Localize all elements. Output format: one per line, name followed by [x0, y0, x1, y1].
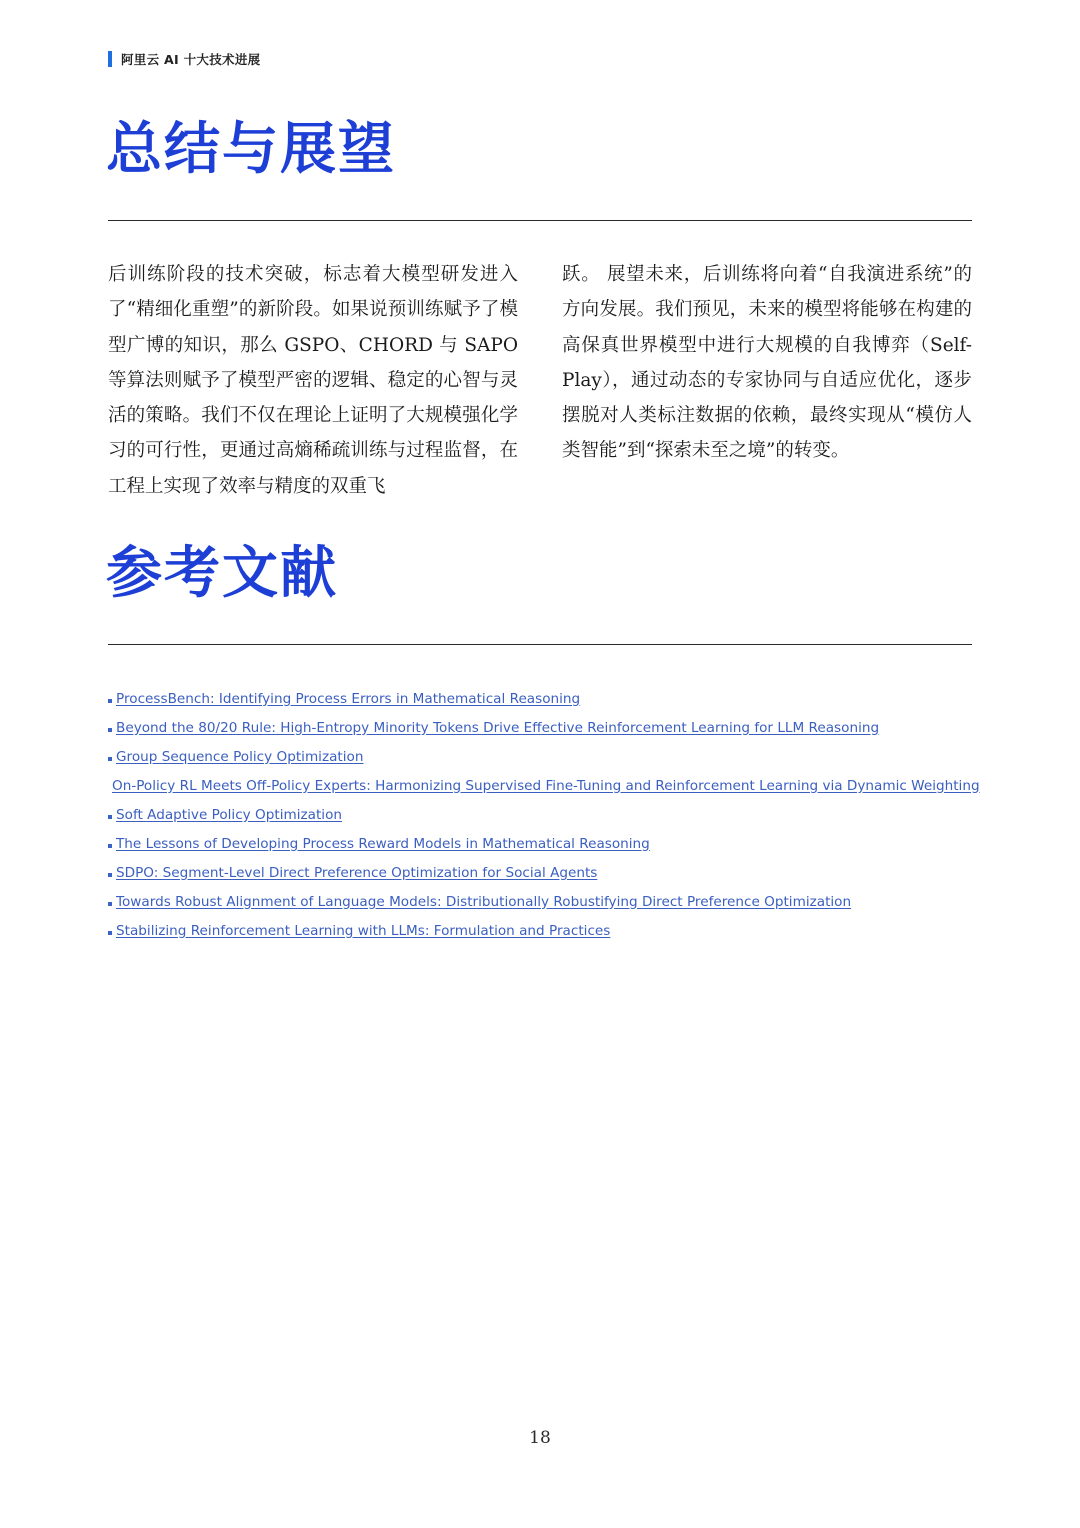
header-title: 阿里云 AI 十大技术进展	[121, 52, 261, 67]
bullet-icon	[108, 873, 112, 877]
reference-item	[108, 713, 972, 742]
bullet-icon	[108, 815, 112, 819]
summary-column-left: 后训练阶段的技术突破，标志着大模型研发进入了“精细化重塑”的新阶段。如果说预训练赋予了模型广博的知识，那么 GSPO、CHORD 与 SAPO 等算法则赋予了模型严密的逻辑、稳定的心智与灵活的策略。我们不仅在理论上证明了大规模强化学习的可行性，更通过高熵稀疏训练与过程监督，在工程上实现了效率与精度的双重飞	[108, 264, 518, 497]
references-section-title: 参考文献	[106, 541, 338, 606]
reference-item	[108, 684, 972, 713]
reference-item	[108, 858, 972, 887]
reference-link[interactable]: ProcessBench: Identifying Process Errors in Mathematical Reasoning	[116, 690, 581, 707]
reference-link[interactable]: On-Policy RL Meets Off-Policy Experts: Harmonizing Supervised Fine-Tuning and Reinforcement Learning via Dynamic Weighting	[112, 777, 980, 794]
bullet-icon	[108, 728, 112, 732]
reference-item	[108, 887, 972, 916]
reference-item	[108, 800, 972, 829]
section-divider	[108, 220, 972, 221]
bullet-icon	[108, 699, 112, 703]
bullet-icon	[108, 757, 112, 761]
bullet-icon	[108, 931, 112, 935]
reference-item	[108, 829, 972, 858]
reference-link[interactable]: Beyond the 80/20 Rule: High-Entropy Minority Tokens Drive Effective Reinforcement Learning for LLM Reasoning	[116, 719, 880, 736]
reference-link[interactable]: Towards Robust Alignment of Language Models: Distributionally Robustifying Direct Preference Optimization	[116, 893, 852, 910]
summary-section-title: 总结与展望	[106, 117, 396, 182]
page-header	[108, 50, 260, 68]
reference-link[interactable]: Group Sequence Policy Optimization	[116, 748, 364, 765]
summary-column-right: 跃。 展望未来，后训练将向着“自我演进系统”的方向发展。我们预见，未来的模型将能够在构建的高保真世界模型中进行大规模的自我博弈（Self-Play），通过动态的专家协同与自适应优化，逐步摆脱对人类标注数据的依赖，最终实现从“模仿人类智能”到“探索未至之境”的转变。	[562, 264, 972, 462]
bullet-icon	[108, 902, 112, 906]
reference-link[interactable]: Soft Adaptive Policy Optimization	[116, 806, 343, 823]
header-accent-bar	[108, 51, 112, 67]
reference-item	[108, 742, 972, 771]
reference-item	[108, 771, 980, 800]
section-divider	[108, 644, 972, 645]
bullet-icon	[108, 844, 112, 848]
reference-list	[108, 684, 980, 945]
page-number: 18	[529, 1428, 551, 1448]
reference-link[interactable]: Stabilizing Reinforcement Learning with LLMs: Formulation and Practices	[116, 922, 611, 939]
reference-link[interactable]: SDPO: Segment-Level Direct Preference Optimization for Social Agents	[116, 864, 598, 881]
reference-item	[108, 916, 972, 945]
reference-link[interactable]: The Lessons of Developing Process Reward Models in Mathematical Reasoning	[116, 835, 650, 852]
